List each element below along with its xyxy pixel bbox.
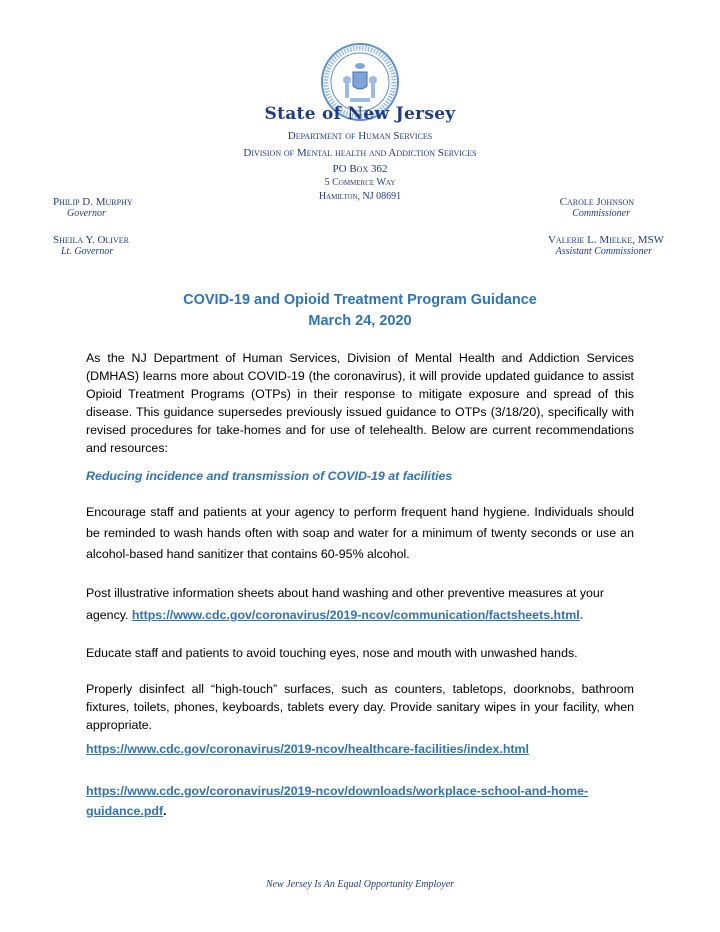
educate-paragraph: Educate staff and patients to avoid touching eyes, nose and mouth with unwashed hands.: [86, 646, 578, 660]
disinfect-paragraph: Properly disinfect all “high-touch” surfaces, such as counters, tabletops, doorknobs, bathroom fixtures, toilets, phones, keyboards, tablets every day. Provide sanitary wipes in your facility, when appropriate.: [86, 682, 634, 732]
workplace-link-period: .: [163, 804, 167, 818]
governor-name: Philip D. Murphy: [53, 196, 133, 208]
commissioner-block: [560, 196, 634, 219]
street-line: 5 Commerce Way: [324, 177, 396, 188]
asst-commissioner-name: Valerie L. Mielke, MSW: [547, 234, 664, 246]
post-info-period: .: [579, 608, 584, 622]
governor-title: Governor: [67, 208, 106, 219]
post-info-text: Post illustrative information sheets about hand washing and other preventive measures at your agency.: [86, 586, 604, 622]
asst-commissioner-block: [548, 234, 664, 257]
workplace-link-paragraph: [86, 781, 634, 821]
document-title: COVID-19 and Opioid Treatment Program Guidance: [183, 292, 537, 308]
lt-governor-block: [53, 234, 129, 257]
lt-governor-name: Sheila Y. Oliver: [53, 234, 129, 246]
division-line: Division of Mental health and Addiction Services: [243, 147, 477, 159]
hygiene-paragraph: Encourage staff and patients at your agency to perform frequent hand hygiene. Individuals should be reminded to wash hands often with soap and water for a minimum of twenty seconds or use an alcohol-based hand sanitizer that contains 60-95% alcohol.: [86, 505, 634, 561]
state-title: State of New Jersey: [264, 104, 456, 124]
po-box-line: PO Box 362: [332, 163, 388, 175]
commissioner-name: Carole Johnson: [559, 196, 634, 208]
healthcare-facilities-link[interactable]: https://www.cdc.gov/coronavirus/2019-ncov/healthcare-facilities/index.html: [86, 742, 529, 756]
footer-text: New Jersey Is An Equal Opportunity Employer: [265, 879, 455, 890]
section-subheading: Reducing incidence and transmission of COVID-19 at facilities: [86, 469, 453, 483]
workplace-guidance-link[interactable]: https://www.cdc.gov/coronavirus/2019-ncov/downloads/workplace-school-and-home-guidance.pdf: [86, 784, 589, 818]
commissioner-title: Commissioner: [572, 208, 630, 219]
asst-commissioner-title: Assistant Commissioner: [555, 246, 652, 257]
governor-block: [53, 196, 133, 219]
city-line: Hamilton, NJ 08691: [318, 191, 402, 202]
post-info-paragraph: [86, 582, 634, 626]
document-date: March 24, 2020: [308, 313, 412, 329]
lt-governor-title: Lt. Governor: [61, 246, 114, 257]
factsheets-link[interactable]: https://www.cdc.gov/coronavirus/2019-ncov/communication/factsheets.html: [131, 608, 580, 622]
department-line: Department of Human Services: [287, 130, 433, 142]
intro-paragraph: As the NJ Department of Human Services, Division of Mental Health and Addiction Services (DMHAS) learns more about COVID-19 (the coronavirus), it will provide updated guidance to assist Opioid Treatment Programs (OTPs) in their response to mitigate exposure and spread of this disease. This guidance supersedes previously issued guidance to OTPs (3/18/20), specifically with revised procedures for take-homes and for use of telehealth. Below are current recommendations and resources:: [86, 351, 634, 455]
